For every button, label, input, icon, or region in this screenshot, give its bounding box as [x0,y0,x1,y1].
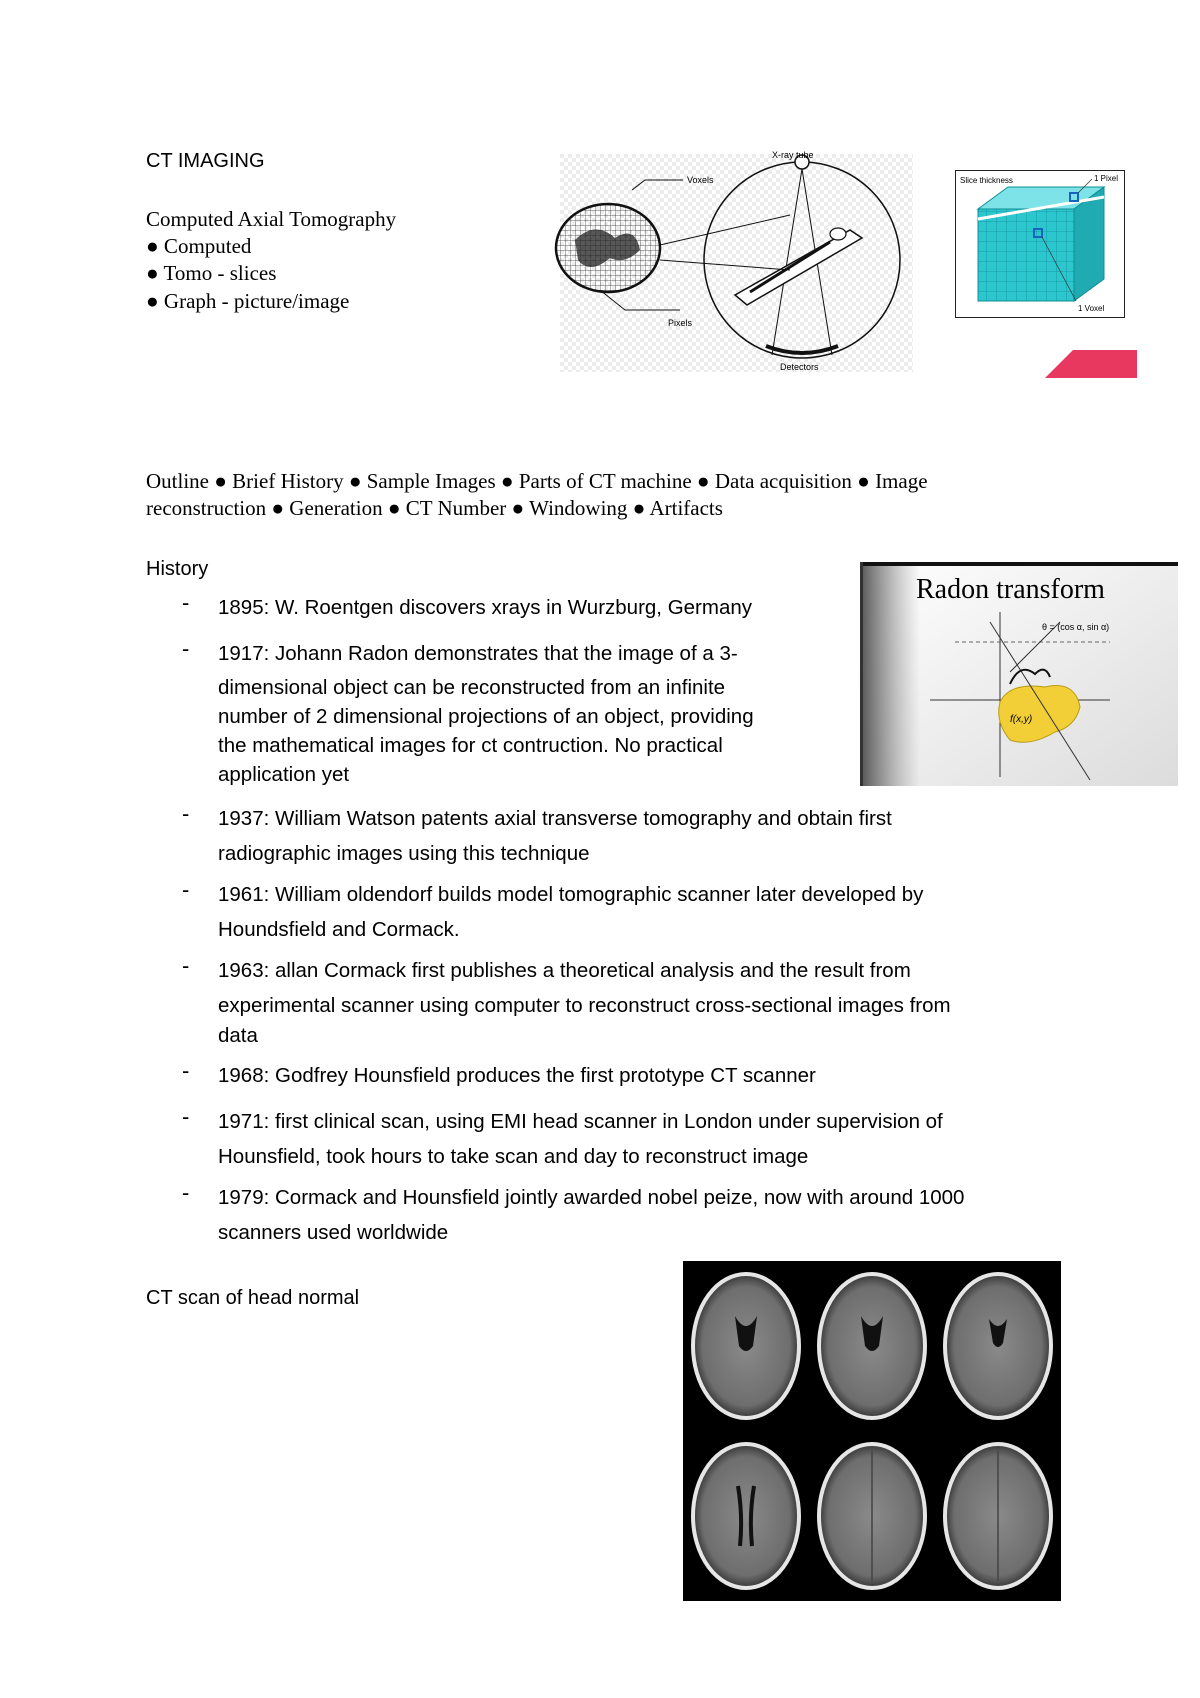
label-1-pixel: 1 Pixel [1094,174,1119,183]
history-line: scanners used worldwide [218,1221,449,1244]
history-line: experimental scanner using computer to reconstruct cross-sectional images from [218,994,951,1017]
radon-fxy: f(x,y) [1010,714,1033,725]
history-line: number of 2 dimensional projections of an object, providing [218,705,754,728]
radon-figure [860,562,1178,786]
history-line: data [218,1024,258,1047]
radon-theta-eq: θ = (cos α, sin α) [1042,622,1110,632]
bullet-graph: ● Graph - picture/image [146,289,350,313]
page-title: CT IMAGING [146,150,265,172]
bullet-tomo: ● Tomo - slices [146,261,277,285]
radon-transform-slide [860,562,1178,786]
history-line: the mathematical images for ct contruction. No practical [218,734,723,757]
radon-title: Radon transform [916,574,1105,605]
history-line: 1979: Cormack and Hounsfield jointly awarded nobel peize, now with around 1000 [218,1186,965,1209]
ct-slice-2 [819,1274,925,1418]
history-dash: - [182,590,190,615]
history-line: dimensional object can be reconstructed from an infinite [218,676,726,699]
history-dash: - [182,1104,190,1129]
label-detectors: Detectors [780,362,819,372]
history-dash: - [182,636,190,661]
accent-shape [1045,350,1137,378]
history-dash: - [182,953,190,978]
label-xray-tube: X-ray tube [772,150,814,160]
outline-line-2: reconstruction ● Generation ● CT Number ● Windowing ● Artifacts [146,496,723,520]
history-dash: - [182,1058,190,1083]
accent-shape-figure [1045,350,1137,378]
bullet-computed: ● Computed [146,234,252,258]
ct-slice-4 [693,1444,799,1588]
history-line: Hounsfield, took hours to take scan and day to reconstruct image [218,1145,809,1168]
outline-line-1: Outline ● Brief History ● Sample Images ● Parts of CT machine ● Data acquisition ● Image [146,469,928,493]
ct-slice-3 [945,1274,1051,1418]
voxel-cube-figure [956,171,1124,317]
history-line: 1971: first clinical scan, using EMI head scanner in London under supervision of [218,1110,943,1133]
history-line: 1968: Godfrey Hounsfield produces the first prototype CT scanner [218,1064,816,1087]
ct-slice-1 [693,1274,799,1418]
ct-scanner-figure [540,150,915,375]
history-line: radiographic images using this technique [218,842,590,865]
label-slice-thickness: Slice thickness [960,176,1013,185]
history-line: 1963: allan Cormack first publishes a theoretical analysis and the result from [218,959,911,982]
history-heading: History [146,558,209,580]
ct-slice-6 [945,1444,1051,1588]
ct-slice-5 [819,1444,925,1588]
history-line: 1961: William oldendorf builds model tomographic scanner later developed by [218,883,924,906]
label-voxels: Voxels [687,175,714,185]
voxel-cube-diagram [955,170,1125,318]
history-line: 1917: Johann Radon demonstrates that the image of a 3- [218,642,738,665]
history-line: 1937: William Watson patents axial transverse tomography and obtain first [218,807,892,830]
ct-scan-caption: CT scan of head normal [146,1287,360,1309]
label-1-voxel: 1 Voxel [1078,304,1105,313]
history-dash: - [182,801,190,826]
history-line: application yet [218,763,350,786]
ct-head-scans [683,1261,1061,1601]
ct-scan-images [683,1261,1061,1601]
history-dash: - [182,1180,190,1205]
label-pixels: Pixels [668,318,693,328]
history-line: Houndsfield and Cormack. [218,918,460,941]
ct-scanner-diagram [540,150,915,375]
subtitle: Computed Axial Tomography [146,207,397,231]
history-line: 1895: W. Roentgen discovers xrays in Wurzburg, Germany [218,596,752,619]
history-dash: - [182,877,190,902]
